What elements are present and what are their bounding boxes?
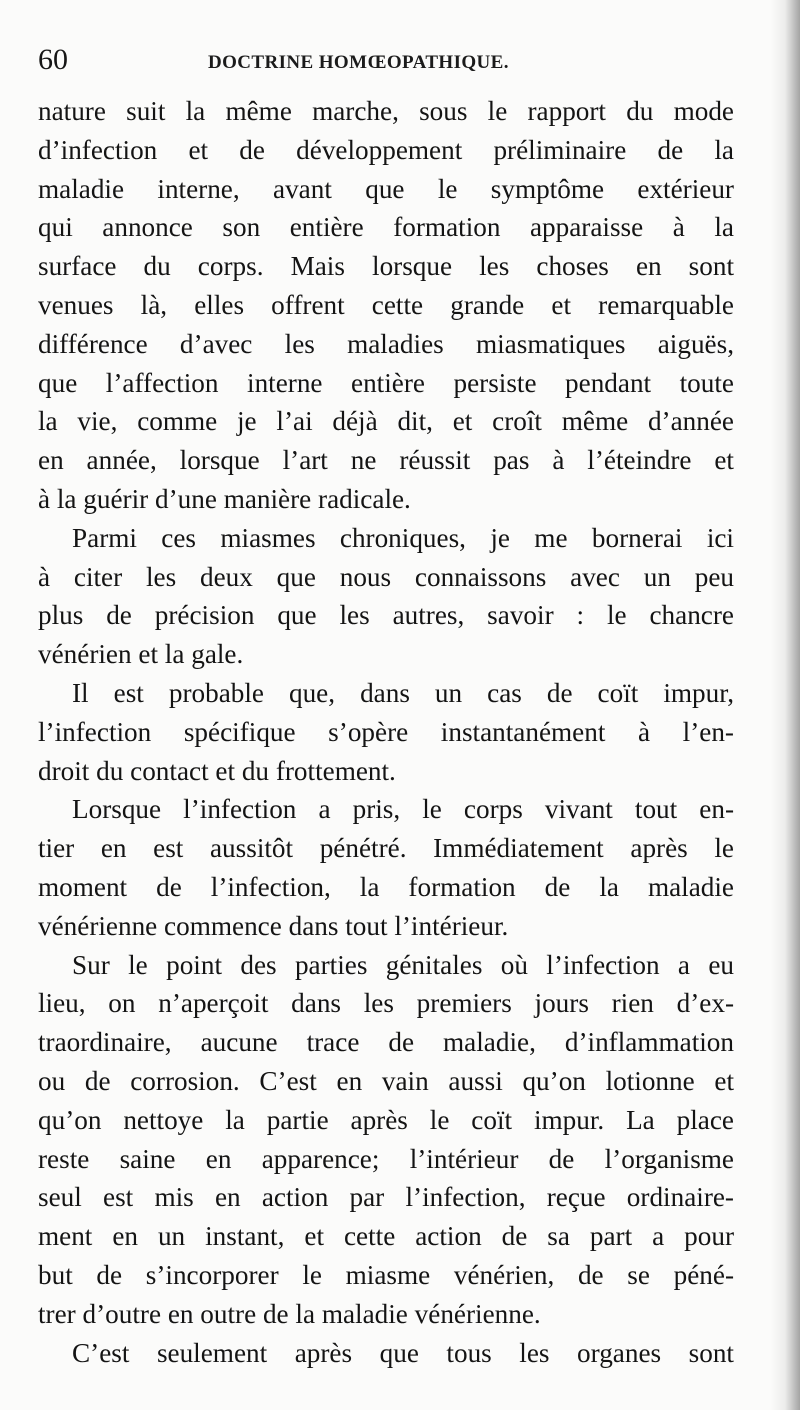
text-line: moment de l’infection, la formation de la maladie xyxy=(38,871,734,902)
text-line: Parmi ces miasmes chroniques, je me bornerai ici xyxy=(72,522,734,553)
text-line: ment en un instant, et cette action de sa part a pour xyxy=(38,1221,734,1252)
text-line: trer d’outre en outre de la maladie vénérienne. xyxy=(38,1298,541,1329)
page-number: 60 xyxy=(38,43,68,76)
text-line: venues là, elles offrent cette grande et remarquable xyxy=(38,289,734,320)
text-line: différence d’avec les maladies miasmatiques aiguës, xyxy=(38,328,734,359)
text-line: nature suit la même marche, sous le rapport du mode xyxy=(38,96,734,126)
running-title: DOCTRINE HOMŒOPATHIQUE. xyxy=(208,52,509,73)
text-line: seul est mis en action par l’infection, reçue ordinaire- xyxy=(38,1182,734,1213)
text-line: ou de corrosion. C’est en vain aussi qu’on lotionne et xyxy=(38,1065,734,1096)
text-line: Sur le point des parties génitales où l’infection a eu xyxy=(72,949,734,980)
paragraph xyxy=(38,519,734,674)
text-line: que l’affection interne entière persiste pendant toute xyxy=(38,367,734,398)
text-line: tier en est aussitôt pénétré. Immédiatement après le xyxy=(38,833,734,864)
text-line: surface du corps. Mais lorsque les choses en sont xyxy=(38,251,734,282)
page-body xyxy=(38,92,734,1372)
text-line: Il est probable que, dans un cas de coït impur, xyxy=(72,677,734,708)
text-line: l’infection spécifique s’opère instantanément à l’en- xyxy=(38,716,734,747)
text-line: lieu, on n’aperçoit dans les premiers jours rien d’ex- xyxy=(38,988,734,1019)
text-line: C’est seulement après que tous les organes sont xyxy=(72,1337,734,1368)
text-line: Lorsque l’infection a pris, le corps vivant tout en- xyxy=(72,794,734,825)
paragraph xyxy=(38,790,734,945)
text-line: maladie interne, avant que le symptôme extérieur xyxy=(38,173,734,204)
page-header xyxy=(38,44,738,80)
text-line: plus de précision que les autres, savoir : le chancre xyxy=(38,600,734,631)
paragraph xyxy=(38,946,734,1334)
text-line: but de s’incorporer le miasme vénérien, de se péné- xyxy=(38,1259,734,1290)
text-line: vénérienne commence dans tout l’intérieur. xyxy=(38,910,509,941)
text-line: qui annonce son entière formation apparaisse à la xyxy=(38,212,734,243)
paragraph xyxy=(38,674,734,790)
text-line: en année, lorsque l’art ne réussit pas à l’éteindre et xyxy=(38,445,734,476)
text-line: d’infection et de développement préliminaire de la xyxy=(38,134,734,165)
text-line: reste saine en apparence; l’intérieur de l’organisme xyxy=(38,1143,734,1174)
text-line: qu’on nettoye la partie après le coït impur. La place xyxy=(38,1104,734,1135)
text-line: à citer les deux que nous connaissons avec un peu xyxy=(38,561,734,592)
text-line: à la guérir d’une manière radicale. xyxy=(38,483,411,514)
paragraph xyxy=(38,1334,734,1373)
text-line: traordinaire, aucune trace de maladie, d’inflammation xyxy=(38,1027,734,1058)
text-line: la vie, comme je l’ai déjà dit, et croît même d’année xyxy=(38,406,734,437)
paragraph xyxy=(38,92,734,519)
page-edge-shadow xyxy=(770,0,800,1410)
text-line: vénérien et la gale. xyxy=(38,639,244,670)
text-line: droit du contact et du frottement. xyxy=(38,755,396,786)
